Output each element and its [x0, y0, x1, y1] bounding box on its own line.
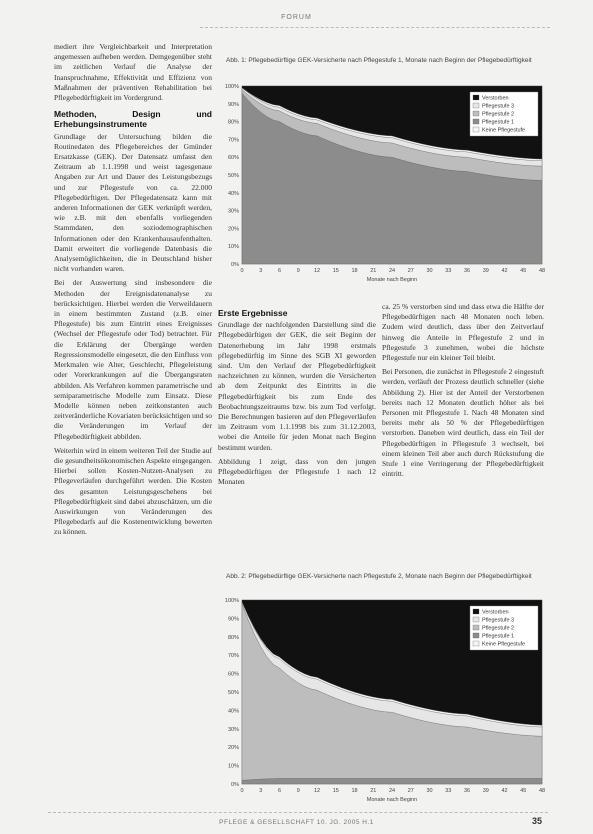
y-tick-label: 50%: [227, 690, 239, 696]
bottom-rule: [48, 812, 548, 813]
x-tick-label: 9: [296, 788, 300, 794]
legend-label: Verstorben: [482, 95, 509, 102]
x-tick-label: 12: [313, 788, 321, 794]
legend-swatch: [473, 617, 479, 622]
x-tick-label: 18: [351, 788, 358, 794]
methods-paragraph-1: Grundlage der Untersuchung bilden die Routinedaten des Pflegebereiches der Gmünder Ersatzkasse (GEK). Der Datensatz umfasst den Zeitraum ab 1.1.1998 und weist tagesgenaue Angaben zur Art und Dauer des Leistungsbezugs und zur Pflegestufe von ca. 22.000 Pflegebedürftigen. Der Pflegedatensatz kann mit anderen Informationen der GEK verknüpft werden, wie z.B. mit den ebenfalls vorliegenden Stammdaten, den soziodemographischen Informationen oder den Krankenhausaufenthalten. Damit erweitert die vorliegende Datenbasis die Analysemöglichkeiten, die in Deutschland bisher nicht vorhanden waren.: [54, 131, 212, 274]
x-tick-label: 24: [388, 268, 396, 274]
running-head: FORUM: [281, 14, 312, 21]
legend-label: Pflegestufe 2: [482, 111, 515, 118]
figure-2-caption: Abb. 2: Pflegebedürftige GEK-Versicherte nach Pflegestufe 2, Monate nach Beginn der Pflegebedürftigkeit: [226, 573, 532, 580]
x-tick-label: 15: [332, 268, 339, 274]
y-tick-label: 60%: [227, 671, 239, 678]
x-tick-label: 21: [370, 788, 377, 794]
legend-swatch: [473, 625, 479, 630]
x-tick-label: 18: [351, 268, 358, 274]
legend-swatch: [473, 111, 479, 116]
y-tick-label: 90%: [227, 101, 239, 108]
y-tick-label: 50%: [227, 173, 239, 179]
x-tick-label: 30: [426, 268, 433, 274]
y-tick-label: 20%: [227, 745, 239, 752]
y-tick-label: 100%: [224, 84, 239, 90]
legend-swatch: [473, 641, 479, 646]
intro-paragraph: mediert ihre Vergleichbarkeit und Interpretation angemessen aufheben werden. Demgegenüber steht im zeitlichen Verlauf die Analyse der Inanspruchnahme, Effektivität und Effizienz von Maßnahmen der präventiven Rehabilitation bei Pflegebedürftigkeit im Vordergrund.: [54, 42, 212, 103]
x-tick-label: 42: [501, 788, 508, 794]
figure-2-chart: [212, 586, 552, 812]
legend-label: Keine Pflegestufe: [482, 641, 526, 648]
x-tick-label: 30: [426, 788, 433, 794]
x-tick-label: 45: [520, 268, 527, 274]
x-tick-label: 33: [445, 268, 452, 274]
x-tick-label: 12: [313, 268, 321, 274]
x-tick-label: 39: [482, 788, 489, 794]
journal-footer: PFLEGE & GESELLSCHAFT 10. JG. 2005 H.1: [219, 819, 374, 826]
y-tick-label: 10%: [227, 763, 239, 770]
right-paragraph-2: Bei Personen, die zunächst in Pflegestufe 2 eingestuft werden, verläuft der Prozess deutlich schneller (siehe Abbildung 2). Hier ist der Anteil der Verstorbenen bereits nach 12 Monaten deutlich höher als bei Personen mit Pflegestufe 1. Nach 48 Monaten sind bereits mehr als 50 % der Pflegebedürftigen verstorben. Daneben wird deutlich, dass ein Teil der Pflegebedürftigen in Pflegestufe 3 wechselt, bei einem kleinen Teil aber auch durch Rückstufung die Stufe 1 eine Verringerung der Pflegebedürftigkeit eintritt.: [382, 367, 544, 479]
legend-label: Pflegestufe 2: [482, 625, 515, 632]
x-tick-label: 27: [407, 788, 414, 794]
x-axis-label: Monate nach Beginn: [366, 277, 418, 283]
methods-paragraph-3: Weiterhin wird in einem weiteren Teil der Studie auf die gesundheitsökonomischen Aspekte eingegangen. Hierbei sollen Kosten-Nutzen-Analysen zu Pflegeverläufen durchgeführt werden. Die Kosten des gesamten Leistungsgeschehens bei Pflegebedürftigkeit sind dabei abzuschätzen, um die Auswirkungen von Veränderungen des Pflegebedarfs auf die Kostenentwicklung bewerten zu können.: [54, 445, 212, 537]
x-tick-label: 6: [277, 268, 282, 274]
y-tick-label: 100%: [224, 598, 239, 604]
legend-swatch: [473, 127, 479, 132]
results-heading: Erste Ergebnisse: [218, 308, 288, 318]
left-column: [54, 42, 212, 542]
y-tick-label: 20%: [227, 226, 239, 233]
y-tick-label: 90%: [227, 616, 239, 623]
x-tick-label: 3: [259, 268, 263, 274]
x-axis-label: Monate nach Beginn: [366, 797, 418, 803]
top-rule: [200, 27, 550, 28]
x-tick-label: 24: [388, 788, 396, 794]
y-tick-label: 60%: [227, 155, 239, 162]
x-tick-label: 0: [240, 788, 244, 794]
y-tick-label: 0%: [231, 262, 239, 268]
methods-paragraph-2: Bei der Auswertung sind insbesondere die Methoden der Ereignisdatenanalyse zu berücksichtigen. Hierbei werden die Verweildauern in einem bestimmten Zustand (z.B. einer Pflegestufe) bis zum Eintritt eines Ereignisses (Wechsel der Pflegestufe oder Tod) betrachtet. Für die Erklärung der Übergänge werden Regressionsmodelle eingesetzt, die den Einfluss von Merkmalen wie Alter, Geschlecht, Pflegeleistung oder Vorerkrankungen auf die Übergangsraten abbilden. Als Verfahren kommen parametrische und semiparametrische Modelle zum Einsatz. Diese Modelle können neben zeitkonstanten auch zeitveränderliche Kovariaten berücksichtigen und so die Veränderungen im Verlauf der Pflegebedürftigkeit abbilden.: [54, 278, 212, 441]
x-tick-label: 6: [277, 788, 282, 794]
y-tick-label: 40%: [227, 190, 239, 197]
y-tick-label: 70%: [227, 653, 239, 660]
results-paragraph-2: Abbildung 1 zeigt, dass von den jungen Pflegebedürftigen der Pflegestufe 1 nach 12 Monaten: [218, 456, 376, 487]
x-tick-label: 21: [370, 268, 377, 274]
y-tick-label: 80%: [227, 119, 239, 126]
x-tick-label: 0: [240, 268, 244, 274]
y-tick-label: 80%: [227, 634, 239, 641]
figure-1-caption: Abb. 1: Pflegebedürftige GEK-Versicherte nach Pflegestufe 1, Monate nach Beginn der Pflegebedürftigkeit: [226, 57, 532, 64]
legend-label: Pflegestufe 1: [482, 119, 515, 126]
legend-label: Pflegestufe 3: [482, 617, 515, 624]
x-tick-label: 15: [332, 788, 339, 794]
y-tick-label: 0%: [231, 782, 239, 788]
x-tick-label: 33: [445, 788, 452, 794]
x-tick-label: 45: [520, 788, 527, 794]
y-tick-label: 40%: [227, 708, 239, 715]
methods-heading: Methoden, Design und Erhebungsinstrumente: [54, 109, 212, 130]
legend-label: Verstorben: [482, 609, 509, 616]
results-paragraph-1: Grundlage der nachfolgenden Darstellung sind die Pflegebedürftigen der GEK, die seit Beginn der Datenerhebung im Jahr 1998 erstmals pflegebedürftig im Sinne des SGB XI geworden sind. Um den Verlauf der Pflegebedürftigkeit nachzeichnen zu können, wurden die Versicherten ab dem Zeitpunkt des Eintritts in die Pflegebedürftigkeit bis zum Ende des Beobachtungszeitraums bzw. bis zum Tod verfolgt. Die Berechnungen basieren auf den Pflegeverläufen im Zeitraum vom 1.1.1998 bis zum 31.12.2003, wobei die Anteile für jeden Monat nach Beginn bestimmt wurden.: [218, 320, 376, 452]
x-tick-label: 42: [501, 268, 508, 274]
middle-column: [218, 302, 376, 491]
right-column: [382, 302, 544, 483]
y-tick-label: 30%: [227, 726, 239, 733]
x-tick-label: 48: [538, 268, 546, 274]
area-pflegestufe-1: [242, 778, 542, 784]
x-tick-label: 36: [463, 788, 471, 794]
x-tick-label: 9: [296, 268, 300, 274]
x-tick-label: 48: [538, 788, 546, 794]
legend-swatch: [473, 633, 479, 638]
y-tick-label: 30%: [227, 208, 239, 215]
x-tick-label: 3: [259, 788, 263, 794]
legend-label: Keine Pflegestufe: [482, 127, 526, 134]
y-tick-label: 70%: [227, 137, 239, 144]
legend-swatch: [473, 103, 479, 108]
right-paragraph-1: ca. 25 % verstorben sind und dass etwa die Hälfte der Pflegebedürftigen nach 48 Monaten noch leben. Zudem wird deutlich, dass über den Zeitverlauf hinweg die Anteile in Pflegestufe 2 und in Pflegestufe 3 zunehmen, wobei die höchste Pflegestufe nur ein kleiner Teil bleibt.: [382, 302, 544, 363]
y-tick-label: 10%: [227, 244, 239, 251]
x-tick-label: 39: [482, 268, 489, 274]
legend-swatch: [473, 95, 479, 100]
figure-1-chart: [212, 72, 552, 292]
legend-label: Pflegestufe 3: [482, 103, 515, 110]
legend-swatch: [473, 609, 479, 614]
x-tick-label: 36: [463, 268, 471, 274]
x-tick-label: 27: [407, 268, 414, 274]
page-number: 35: [532, 816, 543, 826]
legend-label: Pflegestufe 1: [482, 633, 515, 640]
legend-swatch: [473, 119, 479, 124]
